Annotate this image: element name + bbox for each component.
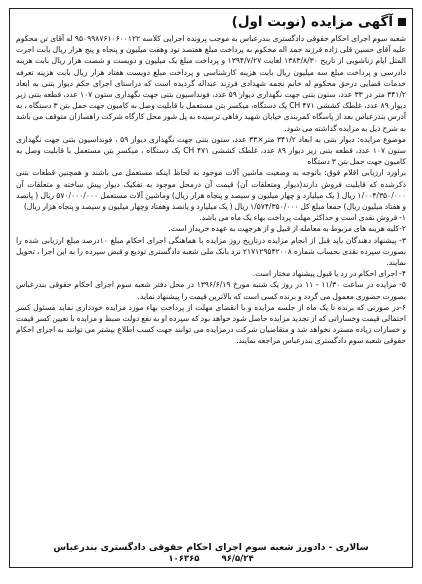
valuation-paragraph: براورد ارزیابی اقلام فوق: باتوجه به وضعیت ماشین آلات موجود به لحاظ اینکه مستعمل می باشند و همچنین قطعات بتنی ذکرشده که قابلیت فروش دارند(دیوار ومتعلقات آن) قیمت آن درمحل موجود به تفکیک دیوار پیش ساخته و متعلقات آن ۱/۰۰۴/۳۵۰/۰۰۰ ریال ( یک میلیارد و چهار میلیون و سیصد و پنجاه هزار ریال) وماشین آلات مستعمل ۵۷۰/۰۰۰/۰۰۰ ریال ( پانصد و هفتاد میلیون ریال) جمعا مبلغ کل ۱/۵۷۴/۳۵۰/۰۰۰ ریال ( یک میلیارد و پانصد وهفتاد وچهار میلیون و سیصد و پنجاه هزار ریال) (16, 168, 406, 212)
notice-footer (16, 541, 406, 564)
condition-4: ۴- اجرای احکام در رد یا قبول پیشنهاد مختار است. (252, 269, 406, 279)
subject-paragraph: موضوع مزایده: دیوار بتنی به ابعاد ۳۴۱/۲ متر×۳۳ عدد، ستون بتنی جهت نگهداری دیوار ۵۹ ، فونداسیون بتنی جهت نگهداری ستون ۱۰۷ عدد، قطعه بتنی زیر دیوار ۸۹ عدد، غلطک کششی CH ۴۷۱ یک دستگاه ، میکسر بتن مستعمل با قابلیت وصل به کامیون جهت حمل بتن ۳ دستگاه (16, 134, 406, 167)
footer-meta (16, 554, 406, 564)
notice-date: ۹۶/۵/۲۴ (221, 554, 254, 564)
condition-1: ۱- فروش نقدی است و حداکثر مهلت پرداخت بهاء یک ماه می باشد. (199, 213, 406, 223)
notice-title: آگهی مزایده (نوبت اول) (231, 14, 393, 30)
condition-6: ۶-در صورتی که برنده تا یک ماه از جلسه مزایده و با انقضای مهلت از پرداخت بهاء مورد مزایده خودداری نماید مسئول کسر احتمالی قیمت وخساراتی که از تجدید مزایده حاصل شود خواهد بود که سپرده او به نفع دولت ضبط و مزایده با تعیین کسر قیمت و خسارات زیاده مسترد نخواهد شد و متقاضیان شرکت درمزایده می توانند جهت کسب اطلاع بیشتر می توانند به اجرای احکام حقوقی شعبه سوم دادگستری بندرعباس مراجعه نمایند. (16, 302, 406, 346)
auction-notice (9, 8, 413, 568)
signature-line: سالاری - دادورز شعبه سوم اجرای احکام حقوقی دادگستری بندرعباس (53, 542, 369, 553)
intro-paragraph: شعبه سوم اجرای احکام حقوقی دادگستری بندرعباس به موجب پرونده اجرایی کلاسه ۹۵۰۹۹۸۷۶۱۰۶۰۰۱۲۲ له آقای تن محکوم علیه آقای حسین قلی زاده فرزند حمد اله محکوم به پرداخت مبلغ هفتصد نود وهفت میلیون و پنجاه و پنج هزار ریال بابت اجرت المثل ایام زناشویی از تاریخ ۱۳۸۳/۸/۳۰ لغایت ۱۳۹۴/۷/۲۷ و پرداخت مبلغ یک میلیون و دویست و شصت هزار ریال بابت هزینه دادرسی و پرداخت مبلغ سه میلیون ریال بابت هزینه کارشناسی و پرداخت مبلغ دویست هفتاد هزار ریال بابت هزینه تعرفه خدمات قضایی درحق محکوم له خانم نجمه شهدادی فرزند عبداله گردیده است که دراستای اجرای حکم دیوار بتنی به ابعاد ۳۴۱/۲ متر در ۳۳ عدد، ستون بتنی جهت نگهداری دیوار ۵۹ عدد، فونداسیون بتنی جهت نگهداری ستون ۱۰۷ عدد، قطعه بتنی زیر دیوار ۸۹ عدد، غلطک کششی CH ۴۷۱ یک دستگاه، میکسر بتن مستعمل با قابلیت وصل به کامیون جهت حمل بتن ۳ دستگاه ، به آدرس بندرعباس بعد از پاسگاه کمربندی خیابان شهید رفاهی نرسیده به پل شور محل کارگاه شرکت راهسازان متوقف می باشد به شرح ذیل به مزایده گذاشته می شود. (16, 34, 406, 133)
square-bullet-icon (398, 18, 406, 26)
notice-number: ۱۰۶۳۶۵ (168, 554, 200, 564)
notice-header (16, 14, 406, 30)
condition-2: ۲-کلیه هزینه های مربوط به معامله از قبیل و از هرجهت به عهده خریدار است. (168, 224, 406, 234)
condition-5: ۵- مزایده در ساعت ۱۱/۳۰ - ۱۱ در روز یک شنبه مورخ ۱۳۹۶/۶/۱۹ در محل دفتر شعبه سوم اجرای احکام حقوقی بندرعباس بصورت حضوری معمول می گردد و برنده کسی است که بالاترین قیمت را پیشنهاد نماید. (16, 280, 406, 301)
condition-3: ۳- پیشنهاد دهندگان باید قبل از انجام مزایده درتاریخ روز مزایده با هماهنگی اجرای احکام مبلغ ۱۰درصد مبلغ ارزیابی شده را بصورت سپرده نقدی بحساب شماره ۲۱۷۱۲۹۵۴۲۰۰۸ نزد بانک ملی شعبه دادگستری تودیع و قبض سپرده را به این اجرا ، تحویل نمایند. (16, 235, 407, 268)
